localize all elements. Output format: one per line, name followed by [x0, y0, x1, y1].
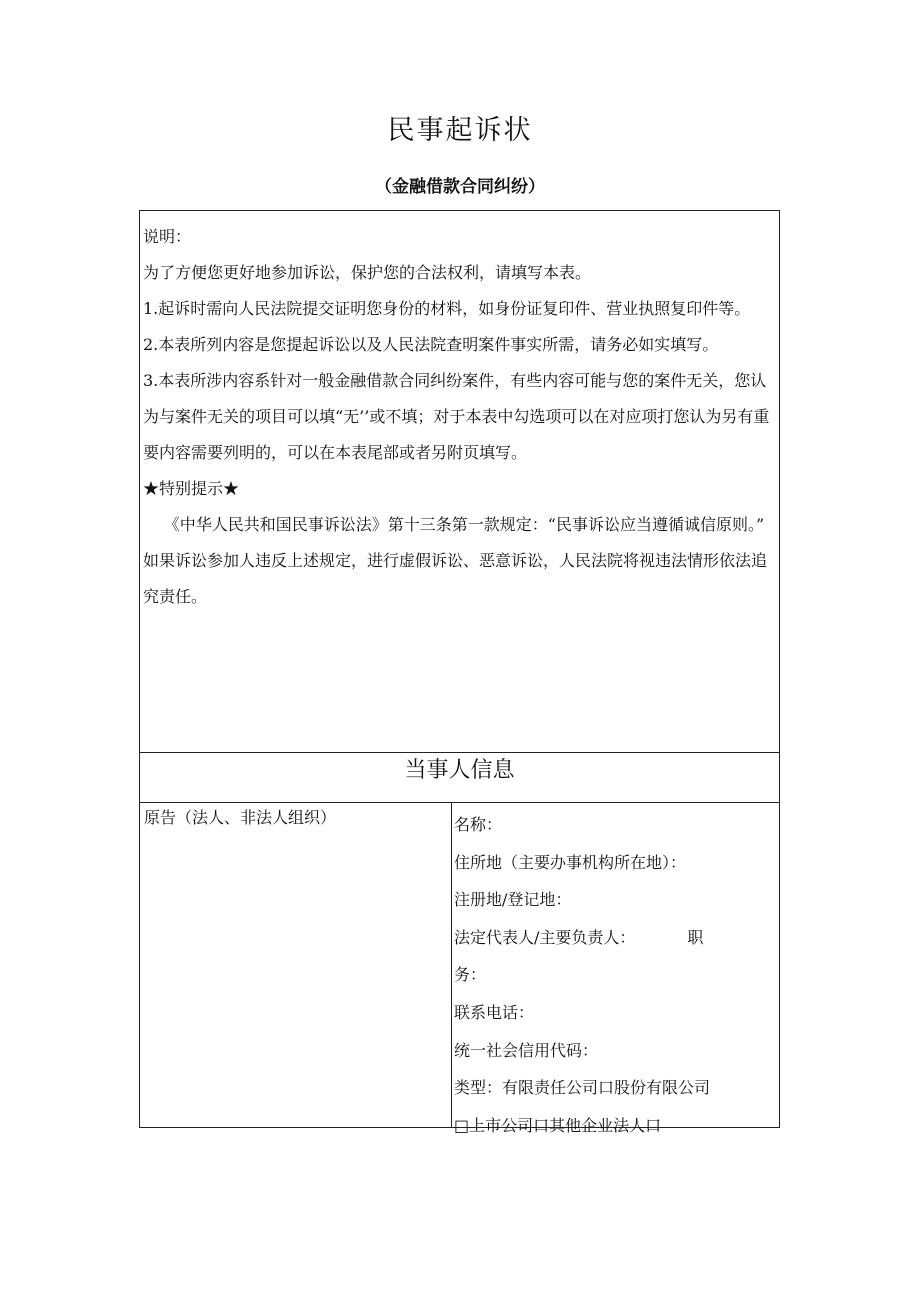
plaintiff-position-field[interactable]: 务： — [454, 965, 487, 985]
instructions-cell — [140, 211, 779, 753]
document-subtitle: （金融借款合同纠纷） — [375, 177, 545, 197]
instructions-heading: 说明： — [143, 227, 192, 246]
plaintiff-type-options-line2[interactable]: □上市公司口其他企业法人口 — [454, 1115, 662, 1135]
plaintiff-representative-field[interactable] — [454, 919, 779, 957]
plaintiff-address-field[interactable]: 住所地（主要办事机构所在地）： — [454, 852, 687, 872]
instructions-intro: 为了方便您更好地参加诉讼，保护您的合法权利，请填写本表。 — [143, 263, 592, 282]
plaintiff-registered-field[interactable]: 注册地/登记地： — [454, 890, 572, 910]
instruction-item-3: 3.本表所涉内容系针对一般金融借款合同纠纷案件，有些内容可能与您的案件无关，您认为与案件无关的项目可以填“无’’或不填；对于本表中勾选项可以在对应项打您认为另有重要内容需要列明的，可以在本表尾部或者另附页填写。 — [143, 371, 770, 462]
plaintiff-credit-code-field[interactable]: 统一社会信用代码： — [454, 1040, 599, 1060]
party-info-section-title: 当事人信息 — [140, 753, 779, 803]
plaintiff-details-cell — [452, 803, 779, 1135]
false-litigation-warning: 如果诉讼参加人违反上述规定，进行虚假诉讼、恶意诉讼，人民法院将视违法情形依法追究责任。 — [143, 551, 768, 606]
special-notice-heading: ★特别提示★ — [143, 479, 240, 498]
plaintiff-label: 原告（法人、非法人组织） — [144, 808, 337, 827]
representative-label: 法定代表人/主要负责人： — [454, 927, 636, 947]
plaintiff-type-options-line1[interactable]: 类型：有限责任公司口股份有限公司 — [454, 1078, 711, 1098]
plaintiff-phone-field[interactable]: 联系电话： — [454, 1002, 535, 1022]
instruction-item-2: 2.本表所列内容是您提起诉讼以及人民法院查明案件事实所需，请务必如实填写。 — [143, 335, 719, 354]
law-citation: 《中华人民共和国民事诉讼法》第十三条第一款规定：“民事诉讼应当遵循诚信原则。” — [163, 515, 765, 534]
complaint-form-table — [139, 210, 780, 1135]
instruction-item-1: 1.起诉时需向人民法院提交证明您身份的材料，如身份证复印件、营业执照复印件等。 — [143, 299, 751, 318]
plaintiff-name-field[interactable]: 名称： — [454, 815, 503, 834]
document-title: 民事起诉状 — [387, 115, 533, 146]
plaintiff-label-cell — [140, 803, 452, 1127]
position-label-part1: 职 — [687, 927, 704, 947]
